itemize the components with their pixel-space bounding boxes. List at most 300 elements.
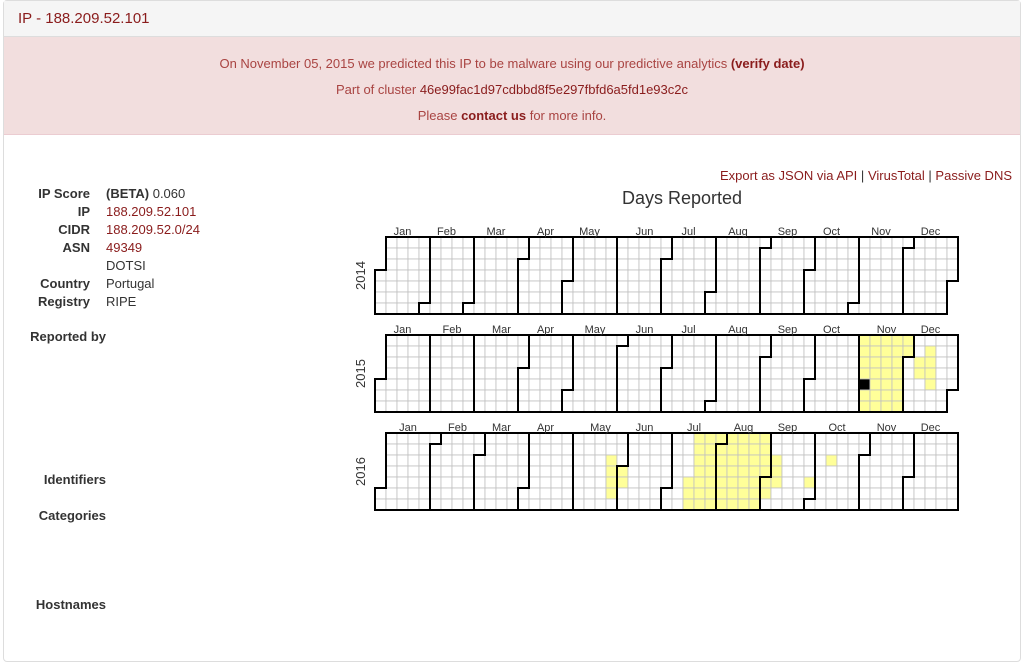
day-cell[interactable] bbox=[452, 401, 463, 412]
day-cell[interactable] bbox=[639, 379, 650, 390]
day-cell[interactable] bbox=[529, 357, 540, 368]
day-cell[interactable] bbox=[595, 488, 606, 499]
day-cell[interactable] bbox=[639, 346, 650, 357]
day-cell[interactable] bbox=[408, 335, 419, 346]
day-cell[interactable] bbox=[892, 499, 903, 510]
day-cell[interactable] bbox=[573, 401, 584, 412]
day-cell[interactable] bbox=[804, 390, 815, 401]
day-cell[interactable] bbox=[518, 433, 529, 444]
day-cell[interactable] bbox=[529, 248, 540, 259]
day-cell[interactable] bbox=[694, 401, 705, 412]
day-cell[interactable] bbox=[485, 248, 496, 259]
day-cell[interactable] bbox=[573, 499, 584, 510]
day-cell[interactable] bbox=[452, 379, 463, 390]
day-cell[interactable] bbox=[441, 270, 452, 281]
day-cell[interactable] bbox=[727, 259, 738, 270]
day-cell[interactable] bbox=[463, 499, 474, 510]
day-cell[interactable] bbox=[617, 390, 628, 401]
contact-us-link[interactable]: contact us bbox=[461, 108, 527, 123]
day-cell[interactable] bbox=[881, 303, 892, 314]
day-cell[interactable] bbox=[639, 270, 650, 281]
day-cell[interactable] bbox=[804, 270, 815, 281]
day-cell[interactable] bbox=[925, 237, 936, 248]
day-cell[interactable] bbox=[419, 346, 430, 357]
day-cell[interactable] bbox=[617, 401, 628, 412]
day-cell[interactable] bbox=[595, 401, 606, 412]
day-cell[interactable] bbox=[584, 357, 595, 368]
day-cell[interactable] bbox=[947, 346, 958, 357]
day-cell[interactable] bbox=[441, 379, 452, 390]
day-cell[interactable] bbox=[661, 346, 672, 357]
cluster-id-link[interactable]: 46e99fac1d97cdbbd8f5e297fbfd6a5fd1e93c2c bbox=[419, 82, 689, 97]
day-cell[interactable] bbox=[584, 379, 595, 390]
day-cell[interactable] bbox=[771, 401, 782, 412]
day-cell[interactable] bbox=[551, 499, 562, 510]
day-cell[interactable] bbox=[419, 292, 430, 303]
day-cell[interactable] bbox=[683, 444, 694, 455]
day-cell[interactable] bbox=[650, 248, 661, 259]
day-cell[interactable] bbox=[815, 499, 826, 510]
day-cell[interactable] bbox=[859, 466, 870, 477]
day-cell[interactable] bbox=[540, 346, 551, 357]
day-cell[interactable] bbox=[562, 499, 573, 510]
day-cell[interactable] bbox=[485, 499, 496, 510]
day-cell[interactable] bbox=[826, 335, 837, 346]
day-cell[interactable] bbox=[518, 237, 529, 248]
day-cell[interactable] bbox=[716, 237, 727, 248]
day-cell[interactable] bbox=[562, 281, 573, 292]
day-cell[interactable] bbox=[815, 477, 826, 488]
day-cell[interactable] bbox=[518, 444, 529, 455]
day-cell[interactable] bbox=[826, 401, 837, 412]
day-cell[interactable] bbox=[738, 281, 749, 292]
day-cell[interactable] bbox=[661, 270, 672, 281]
day-cell[interactable] bbox=[628, 455, 639, 466]
day-cell[interactable] bbox=[837, 248, 848, 259]
day-cell[interactable] bbox=[782, 368, 793, 379]
day-cell[interactable] bbox=[617, 433, 628, 444]
day-cell[interactable] bbox=[936, 390, 947, 401]
day-cell[interactable] bbox=[573, 281, 584, 292]
day-cell[interactable] bbox=[793, 281, 804, 292]
day-cell[interactable] bbox=[694, 379, 705, 390]
day-cell[interactable] bbox=[914, 281, 925, 292]
day-cell[interactable] bbox=[606, 390, 617, 401]
day-cell[interactable] bbox=[606, 281, 617, 292]
day-cell[interactable] bbox=[441, 248, 452, 259]
day-cell[interactable] bbox=[496, 335, 507, 346]
day-cell[interactable] bbox=[496, 292, 507, 303]
day-cell[interactable] bbox=[441, 368, 452, 379]
day-cell[interactable] bbox=[606, 346, 617, 357]
day-cell[interactable] bbox=[694, 259, 705, 270]
day-cell[interactable] bbox=[881, 455, 892, 466]
day-cell[interactable] bbox=[474, 303, 485, 314]
day-cell[interactable] bbox=[694, 303, 705, 314]
day-cell[interactable] bbox=[771, 335, 782, 346]
day-cell[interactable] bbox=[716, 346, 727, 357]
day-cell[interactable] bbox=[540, 335, 551, 346]
day-cell[interactable] bbox=[529, 477, 540, 488]
day-cell[interactable] bbox=[716, 292, 727, 303]
day-cell[interactable] bbox=[551, 488, 562, 499]
day-cell[interactable] bbox=[650, 259, 661, 270]
day-cell[interactable] bbox=[782, 335, 793, 346]
day-cell[interactable] bbox=[661, 281, 672, 292]
day-cell[interactable] bbox=[826, 368, 837, 379]
day-cell[interactable] bbox=[595, 237, 606, 248]
day-cell[interactable] bbox=[485, 488, 496, 499]
day-cell[interactable] bbox=[903, 401, 914, 412]
day-cell[interactable] bbox=[518, 303, 529, 314]
day-cell[interactable] bbox=[914, 466, 925, 477]
day-cell[interactable] bbox=[408, 455, 419, 466]
day-cell[interactable] bbox=[386, 455, 397, 466]
day-cell[interactable] bbox=[804, 466, 815, 477]
day-cell[interactable] bbox=[793, 488, 804, 499]
day-cell[interactable] bbox=[518, 335, 529, 346]
day-cell[interactable] bbox=[837, 477, 848, 488]
day-cell[interactable] bbox=[595, 433, 606, 444]
day-cell-reported[interactable] bbox=[870, 346, 881, 357]
day-cell[interactable] bbox=[375, 390, 386, 401]
day-cell[interactable] bbox=[782, 477, 793, 488]
day-cell-reported[interactable] bbox=[881, 379, 892, 390]
day-cell[interactable] bbox=[584, 499, 595, 510]
day-cell-reported[interactable] bbox=[716, 433, 727, 444]
day-cell[interactable] bbox=[892, 281, 903, 292]
day-cell[interactable] bbox=[639, 292, 650, 303]
day-cell[interactable] bbox=[551, 259, 562, 270]
day-cell[interactable] bbox=[595, 466, 606, 477]
day-cell[interactable] bbox=[914, 248, 925, 259]
day-cell[interactable] bbox=[430, 357, 441, 368]
day-cell[interactable] bbox=[738, 259, 749, 270]
day-cell[interactable] bbox=[573, 390, 584, 401]
day-cell[interactable] bbox=[837, 488, 848, 499]
day-cell[interactable] bbox=[859, 270, 870, 281]
day-cell[interactable] bbox=[452, 488, 463, 499]
day-cell[interactable] bbox=[562, 259, 573, 270]
day-cell[interactable] bbox=[650, 466, 661, 477]
day-cell-reported[interactable] bbox=[683, 477, 694, 488]
day-cell[interactable] bbox=[529, 433, 540, 444]
day-cell[interactable] bbox=[672, 270, 683, 281]
day-cell[interactable] bbox=[738, 379, 749, 390]
day-cell[interactable] bbox=[386, 281, 397, 292]
day-cell[interactable] bbox=[540, 379, 551, 390]
day-cell[interactable] bbox=[914, 477, 925, 488]
day-cell[interactable] bbox=[573, 477, 584, 488]
day-cell[interactable] bbox=[474, 444, 485, 455]
day-cell[interactable] bbox=[936, 433, 947, 444]
day-cell[interactable] bbox=[815, 335, 826, 346]
day-cell[interactable] bbox=[815, 237, 826, 248]
day-cell[interactable] bbox=[793, 444, 804, 455]
day-cell[interactable] bbox=[386, 357, 397, 368]
day-cell-reported[interactable] bbox=[738, 455, 749, 466]
day-cell[interactable] bbox=[584, 477, 595, 488]
day-cell[interactable] bbox=[903, 455, 914, 466]
day-cell[interactable] bbox=[903, 390, 914, 401]
day-cell[interactable] bbox=[793, 433, 804, 444]
day-cell[interactable] bbox=[617, 248, 628, 259]
day-cell[interactable] bbox=[672, 292, 683, 303]
day-cell[interactable] bbox=[617, 292, 628, 303]
day-cell[interactable] bbox=[595, 379, 606, 390]
day-cell[interactable] bbox=[727, 292, 738, 303]
day-cell[interactable] bbox=[947, 379, 958, 390]
day-cell[interactable] bbox=[551, 477, 562, 488]
day-cell[interactable] bbox=[771, 390, 782, 401]
day-cell[interactable] bbox=[617, 237, 628, 248]
day-cell[interactable] bbox=[936, 401, 947, 412]
day-cell[interactable] bbox=[903, 488, 914, 499]
day-cell[interactable] bbox=[386, 390, 397, 401]
day-cell-reported[interactable] bbox=[914, 368, 925, 379]
day-cell[interactable] bbox=[848, 303, 859, 314]
day-cell[interactable] bbox=[507, 292, 518, 303]
day-cell[interactable] bbox=[705, 368, 716, 379]
day-cell-reported[interactable] bbox=[738, 444, 749, 455]
day-cell[interactable] bbox=[397, 401, 408, 412]
day-cell[interactable] bbox=[870, 499, 881, 510]
day-cell[interactable] bbox=[463, 270, 474, 281]
day-cell[interactable] bbox=[386, 368, 397, 379]
day-cell[interactable] bbox=[573, 303, 584, 314]
day-cell[interactable] bbox=[397, 444, 408, 455]
day-cell[interactable] bbox=[386, 335, 397, 346]
day-cell[interactable] bbox=[914, 455, 925, 466]
day-cell[interactable] bbox=[386, 488, 397, 499]
day-cell[interactable] bbox=[837, 401, 848, 412]
day-cell[interactable] bbox=[628, 303, 639, 314]
day-cell-reported[interactable] bbox=[859, 357, 870, 368]
day-cell[interactable] bbox=[793, 401, 804, 412]
day-cell[interactable] bbox=[782, 248, 793, 259]
day-cell[interactable] bbox=[947, 259, 958, 270]
day-cell[interactable] bbox=[848, 433, 859, 444]
day-cell-reported[interactable] bbox=[705, 444, 716, 455]
day-cell[interactable] bbox=[727, 303, 738, 314]
day-cell[interactable] bbox=[760, 335, 771, 346]
day-cell[interactable] bbox=[859, 237, 870, 248]
day-cell[interactable] bbox=[683, 433, 694, 444]
day-cell[interactable] bbox=[606, 368, 617, 379]
day-cell[interactable] bbox=[485, 281, 496, 292]
day-cell[interactable] bbox=[408, 466, 419, 477]
day-cell[interactable] bbox=[540, 368, 551, 379]
day-cell[interactable] bbox=[386, 270, 397, 281]
day-cell-reported[interactable] bbox=[738, 488, 749, 499]
day-cell[interactable] bbox=[584, 444, 595, 455]
day-cell-reported[interactable] bbox=[760, 466, 771, 477]
day-cell-reported[interactable] bbox=[859, 368, 870, 379]
day-cell[interactable] bbox=[430, 477, 441, 488]
day-cell[interactable] bbox=[507, 270, 518, 281]
day-cell[interactable] bbox=[386, 303, 397, 314]
day-cell[interactable] bbox=[936, 281, 947, 292]
day-cell[interactable] bbox=[496, 466, 507, 477]
day-cell[interactable] bbox=[375, 499, 386, 510]
day-cell[interactable] bbox=[430, 292, 441, 303]
day-cell[interactable] bbox=[804, 281, 815, 292]
day-cell[interactable] bbox=[551, 433, 562, 444]
day-cell[interactable] bbox=[518, 455, 529, 466]
day-cell[interactable] bbox=[826, 292, 837, 303]
day-cell[interactable] bbox=[683, 368, 694, 379]
day-cell[interactable] bbox=[650, 357, 661, 368]
day-cell[interactable] bbox=[947, 455, 958, 466]
day-cell[interactable] bbox=[936, 379, 947, 390]
day-cell[interactable] bbox=[881, 499, 892, 510]
day-cell[interactable] bbox=[716, 270, 727, 281]
day-cell[interactable] bbox=[848, 292, 859, 303]
day-cell[interactable] bbox=[892, 270, 903, 281]
day-cell-reported[interactable] bbox=[925, 368, 936, 379]
day-cell-reported[interactable] bbox=[716, 499, 727, 510]
day-cell[interactable] bbox=[804, 401, 815, 412]
day-cell[interactable] bbox=[430, 379, 441, 390]
day-cell-reported[interactable] bbox=[694, 455, 705, 466]
day-cell[interactable] bbox=[628, 433, 639, 444]
day-cell[interactable] bbox=[804, 379, 815, 390]
day-cell[interactable] bbox=[507, 455, 518, 466]
day-cell[interactable] bbox=[573, 270, 584, 281]
day-cell[interactable] bbox=[496, 281, 507, 292]
day-cell[interactable] bbox=[815, 248, 826, 259]
day-cell-reported[interactable] bbox=[760, 488, 771, 499]
day-cell[interactable] bbox=[628, 237, 639, 248]
day-cell[interactable] bbox=[452, 259, 463, 270]
day-cell[interactable] bbox=[430, 455, 441, 466]
day-cell[interactable] bbox=[397, 433, 408, 444]
day-cell[interactable] bbox=[485, 379, 496, 390]
day-cell[interactable] bbox=[496, 368, 507, 379]
day-cell[interactable] bbox=[584, 433, 595, 444]
day-cell-reported[interactable] bbox=[870, 390, 881, 401]
day-cell-reported[interactable] bbox=[606, 466, 617, 477]
day-cell[interactable] bbox=[837, 335, 848, 346]
day-cell[interactable] bbox=[947, 368, 958, 379]
day-cell[interactable] bbox=[573, 488, 584, 499]
day-cell[interactable] bbox=[496, 499, 507, 510]
day-cell-reported[interactable] bbox=[870, 335, 881, 346]
day-cell[interactable] bbox=[496, 444, 507, 455]
day-cell[interactable] bbox=[408, 379, 419, 390]
day-cell[interactable] bbox=[507, 401, 518, 412]
day-cell-reported[interactable] bbox=[738, 499, 749, 510]
day-cell[interactable] bbox=[639, 237, 650, 248]
day-cell[interactable] bbox=[397, 303, 408, 314]
day-cell[interactable] bbox=[595, 248, 606, 259]
day-cell[interactable] bbox=[760, 401, 771, 412]
day-cell[interactable] bbox=[463, 455, 474, 466]
day-cell[interactable] bbox=[848, 259, 859, 270]
day-cell-reported[interactable] bbox=[606, 477, 617, 488]
day-cell[interactable] bbox=[826, 237, 837, 248]
day-cell[interactable] bbox=[540, 237, 551, 248]
day-cell[interactable] bbox=[397, 237, 408, 248]
day-cell[interactable] bbox=[738, 248, 749, 259]
day-cell[interactable] bbox=[375, 303, 386, 314]
day-cell[interactable] bbox=[584, 259, 595, 270]
day-cell[interactable] bbox=[419, 444, 430, 455]
day-cell-reported[interactable] bbox=[694, 499, 705, 510]
day-cell-reported[interactable] bbox=[738, 466, 749, 477]
day-cell[interactable] bbox=[650, 237, 661, 248]
day-cell[interactable] bbox=[496, 477, 507, 488]
day-cell[interactable] bbox=[804, 368, 815, 379]
day-cell[interactable] bbox=[419, 237, 430, 248]
day-cell[interactable] bbox=[584, 335, 595, 346]
day-cell[interactable] bbox=[661, 433, 672, 444]
day-cell[interactable] bbox=[463, 259, 474, 270]
day-cell[interactable] bbox=[870, 292, 881, 303]
day-cell[interactable] bbox=[507, 281, 518, 292]
day-cell[interactable] bbox=[474, 390, 485, 401]
day-cell[interactable] bbox=[518, 248, 529, 259]
day-cell[interactable] bbox=[749, 390, 760, 401]
day-cell-reported[interactable] bbox=[738, 433, 749, 444]
day-cell[interactable] bbox=[760, 259, 771, 270]
day-cell[interactable] bbox=[474, 259, 485, 270]
day-cell[interactable] bbox=[947, 237, 958, 248]
cidr-value-link[interactable]: 188.209.52.0/24 bbox=[106, 222, 200, 237]
day-cell[interactable] bbox=[474, 379, 485, 390]
day-cell[interactable] bbox=[595, 335, 606, 346]
day-cell[interactable] bbox=[738, 335, 749, 346]
day-cell[interactable] bbox=[529, 499, 540, 510]
day-cell-reported[interactable] bbox=[694, 433, 705, 444]
day-cell[interactable] bbox=[419, 477, 430, 488]
day-cell[interactable] bbox=[815, 390, 826, 401]
day-cell[interactable] bbox=[408, 357, 419, 368]
day-cell[interactable] bbox=[463, 379, 474, 390]
day-cell[interactable] bbox=[881, 270, 892, 281]
day-cell[interactable] bbox=[441, 444, 452, 455]
day-cell[interactable] bbox=[815, 368, 826, 379]
day-cell[interactable] bbox=[485, 444, 496, 455]
day-cell[interactable] bbox=[936, 270, 947, 281]
day-cell[interactable] bbox=[848, 270, 859, 281]
day-cell[interactable] bbox=[672, 401, 683, 412]
day-cell[interactable] bbox=[628, 466, 639, 477]
day-cell[interactable] bbox=[496, 237, 507, 248]
day-cell[interactable] bbox=[386, 401, 397, 412]
day-cell[interactable] bbox=[903, 368, 914, 379]
day-cell-reported[interactable] bbox=[881, 346, 892, 357]
day-cell[interactable] bbox=[793, 346, 804, 357]
day-cell[interactable] bbox=[859, 281, 870, 292]
day-cell[interactable] bbox=[452, 357, 463, 368]
day-cell[interactable] bbox=[936, 237, 947, 248]
day-cell[interactable] bbox=[496, 259, 507, 270]
day-cell[interactable] bbox=[386, 259, 397, 270]
day-cell-reported[interactable] bbox=[771, 466, 782, 477]
day-cell[interactable] bbox=[705, 390, 716, 401]
day-cell[interactable] bbox=[749, 259, 760, 270]
day-cell[interactable] bbox=[870, 488, 881, 499]
day-cell[interactable] bbox=[430, 237, 441, 248]
day-cell[interactable] bbox=[826, 303, 837, 314]
day-cell[interactable] bbox=[529, 455, 540, 466]
day-cell[interactable] bbox=[551, 248, 562, 259]
day-cell-reported[interactable] bbox=[749, 477, 760, 488]
day-cell[interactable] bbox=[419, 401, 430, 412]
day-cell[interactable] bbox=[925, 259, 936, 270]
day-cell[interactable] bbox=[903, 477, 914, 488]
